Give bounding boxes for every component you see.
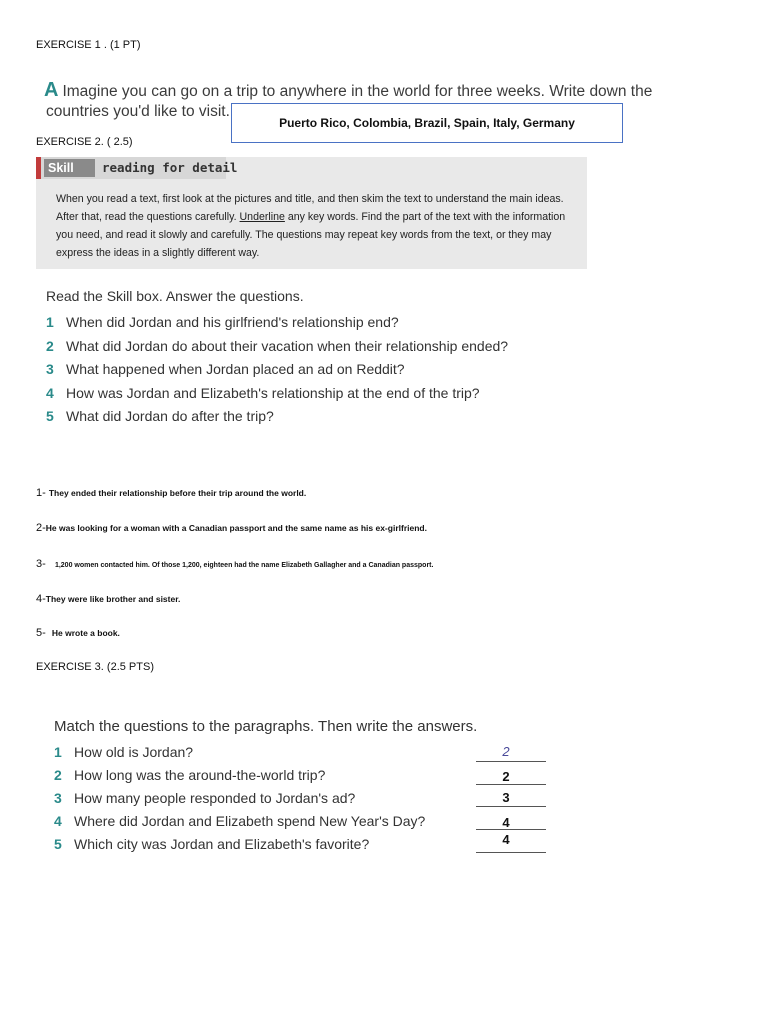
- skill-tag: Skill: [44, 159, 95, 177]
- answer-blank-line: [476, 761, 546, 762]
- exercise1-answer-text: Puerto Rico, Colombia, Brazil, Spain, Italy, Germany: [279, 116, 575, 130]
- skill-text-part2: any key words. Find the part of the text with the information you need, and read it slowly and carefully. The questions may repeat key words from the text, or they may express the ideas in a slightly different way.: [56, 211, 566, 259]
- question-text: Where did Jordan and Elizabeth spend New Year's Day?: [74, 813, 426, 829]
- match-question-item: [54, 744, 425, 767]
- exercise1-prompt: [44, 79, 652, 102]
- question-text: How many people responded to Jordan's ad?: [74, 790, 356, 806]
- question-text: How long was the around-the-world trip?: [74, 767, 326, 783]
- skill-text-underlined: Underline: [239, 211, 285, 223]
- answer-text[interactable]: They ended their relationship before their trip around the world.: [48, 488, 307, 498]
- question-number: 5: [54, 836, 62, 852]
- question-number: 2: [46, 337, 54, 354]
- answer-number: 2-: [36, 522, 46, 534]
- answer-row: [36, 487, 306, 499]
- question-number: 3: [46, 361, 54, 377]
- question-text: What happened when Jordan placed an ad on Reddit?: [66, 361, 405, 377]
- question-number: 4: [46, 384, 54, 401]
- questions-intro: Read the Skill box. Answer the questions.: [46, 288, 304, 304]
- answer-number: 5-: [36, 627, 46, 639]
- question-number: 2: [54, 767, 62, 783]
- exercise2-heading: EXERCISE 2. ( 2.5): [36, 136, 133, 148]
- match-answer[interactable]: 2: [502, 744, 510, 759]
- match-question-item: [54, 836, 425, 859]
- answer-blank-line: [476, 784, 546, 785]
- exercise1-prompt-line2: countries you'd like to visit.: [46, 103, 230, 120]
- answer-row: [36, 593, 180, 605]
- exercise1-heading: EXERCISE 1 . (1 PT): [36, 39, 141, 51]
- answer-blank-line: [476, 852, 546, 853]
- answer-row: [36, 558, 433, 570]
- match-intro: Match the questions to the paragraphs. Then write the answers.: [54, 718, 478, 735]
- match-question-item: [54, 767, 425, 790]
- question-number: 1: [54, 744, 62, 760]
- match-answer[interactable]: 2: [502, 769, 510, 784]
- match-answer[interactable]: 4: [502, 815, 510, 830]
- exercise1-prompt-letter: A: [44, 79, 59, 101]
- answer-text[interactable]: He was looking for a woman with a Canadian passport and the same name as his ex-girlfriend.: [45, 523, 427, 533]
- answer-row: [36, 522, 427, 534]
- skill-title: reading for detail: [102, 160, 238, 175]
- question-number: 3: [54, 790, 62, 806]
- answer-number: 4-: [36, 593, 46, 605]
- answer-blank-line: [476, 806, 546, 807]
- question-number: 4: [54, 813, 62, 829]
- match-question-item: [54, 813, 425, 836]
- question-text: Which city was Jordan and Elizabeth's favorite?: [74, 836, 370, 852]
- skill-accent-stripe: [36, 157, 41, 179]
- question-list: [46, 314, 508, 432]
- skill-text: [56, 190, 584, 262]
- question-text: How was Jordan and Elizabeth's relationship at the end of the trip?: [66, 384, 480, 401]
- question-text: When did Jordan and his girlfriend's relationship end?: [66, 314, 399, 330]
- answer-row: [36, 627, 120, 639]
- question-item: [46, 338, 508, 362]
- question-text: What did Jordan do after the trip?: [66, 408, 274, 424]
- question-number: 1: [46, 314, 54, 330]
- question-item: [46, 361, 508, 385]
- question-text: How old is Jordan?: [74, 744, 194, 760]
- answer-text[interactable]: He wrote a book.: [51, 628, 120, 638]
- exercise1-answer-box[interactable]: [231, 103, 623, 143]
- answer-text[interactable]: 1,200 women contacted him. Of those 1,200, eighteen had the name Elizabeth Gallagher and a Canadian passport.: [54, 562, 434, 569]
- question-item: [46, 385, 508, 409]
- question-item: [46, 314, 508, 338]
- answer-text[interactable]: They were like brother and sister.: [45, 594, 181, 604]
- answer-number: 1-: [36, 487, 46, 499]
- match-question-list: [54, 744, 425, 859]
- exercise1-prompt-line1: Imagine you can go on a trip to anywhere in the world for three weeks. Write down the: [62, 83, 653, 100]
- question-number: 5: [46, 408, 54, 424]
- match-question-item: [54, 790, 425, 813]
- exercise3-heading: EXERCISE 3. (2.5 PTS): [36, 661, 154, 673]
- match-answer[interactable]: 4: [502, 832, 510, 847]
- question-text: What did Jordan do about their vacation when their relationship ended?: [66, 337, 509, 354]
- answer-number: 3-: [36, 558, 46, 570]
- skill-text-part1: When you read a text, first look at the pictures and title, and then skim the text to understand the main ideas. After that, read the questions carefully.: [56, 193, 564, 223]
- question-item: [46, 408, 508, 432]
- match-answer[interactable]: 3: [502, 790, 510, 805]
